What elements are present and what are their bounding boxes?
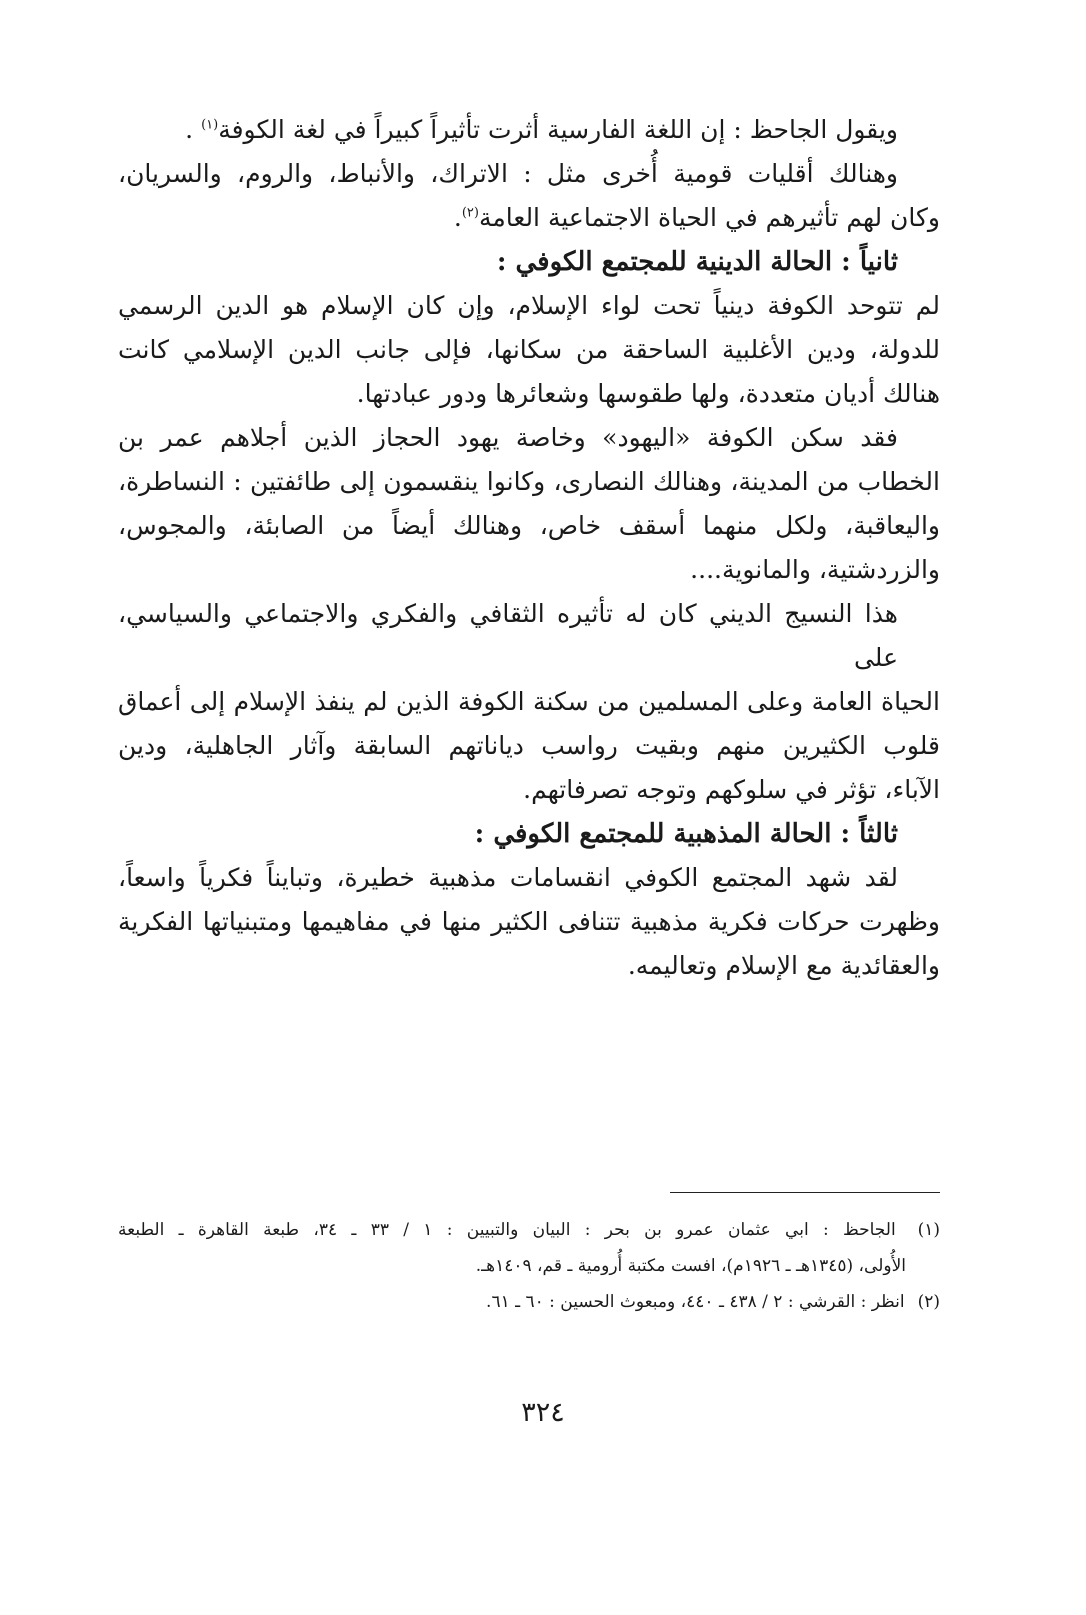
paragraph-jahiz: ويقول الجاحظ : إن اللغة الفارسية أثرت تأثيراً كبيراً في لغة الكوفة$^{(١)}$ . [185, 115, 898, 144]
paragraph-influence-line4: الآباء، تؤثر في سلوكهم وتوجه تصرفاتهم. [523, 775, 940, 804]
footnotes [118, 1212, 940, 1320]
footnote-1-number: (١) [917, 1220, 940, 1240]
paragraph-religion-line2: للدولة، ودين الأغلبية الساحقة من سكانها، فإلى جانب الدين الإسلامي كانت [118, 335, 940, 364]
footnote-ref-2[interactable]: (٢) [461, 205, 479, 221]
paragraph-sects-line1: لقد شهد المجتمع الكوفي انقسامات مذهبية خطيرة، وتبايناً فكرياً واسعاً، [118, 863, 898, 892]
paragraph-communities-line4: والزردشتية، والمانوية.... [690, 555, 940, 584]
paragraph-communities-line1: فقد سكن الكوفة «اليهود» وخاصة يهود الحجاز الذين أجلاهم عمر بن [118, 423, 898, 452]
footnote-2-number: (٢) [917, 1292, 940, 1312]
paragraph-influence-line2: الحياة العامة وعلى المسلمين من سكنة الكوفة الذين لم ينفذ الإسلام إلى أعماق [118, 687, 940, 716]
paragraph-communities-line2: الخطاب من المدينة، وهنالك النصارى، وكانوا ينقسمون إلى طائفتين : النساطرة، [118, 467, 940, 496]
paragraph-sects-line2: وظهرت حركات فكرية مذهبية تتنافى الكثير منها في مفاهيمها ومتبنياتها الفكرية [118, 907, 940, 936]
paragraph-minorities-line2: وكان لهم تأثيرهم في الحياة الاجتماعية العامة$^{(٢)}$. [453, 203, 940, 232]
paragraph-religion-line3: هنالك أديان متعددة، ولها طقوسها وشعائرها ودور عبادتها. [356, 379, 940, 408]
page-number: ٣٢٤ [521, 1397, 565, 1428]
footnote-2: (٢) انظر : القرشي : ٢ / ٤٣٨ ـ ٤٤٠، ومبعوث الحسين : ٦٠ ـ ٦١. [118, 1284, 940, 1320]
paragraph-influence-line1: هذا النسيج الديني كان له تأثيره الثقافي والفكري والاجتماعي والسياسي، على [118, 599, 898, 672]
paragraph-sects-line3: والعقائدية مع الإسلام وتعاليمه. [627, 951, 940, 980]
paragraph-minorities-line1: وهنالك أقليات قومية أُخرى مثل : الاتراك، والأنباط، والروم، والسريان، [118, 159, 898, 188]
footnote-1: (١) الجاحظ : ابي عثمان عمرو بن بحر : البيان والتبيين : ١ / ٣٣ ـ ٣٤، طبعة القاهرة ـ الطبعة [118, 1212, 940, 1248]
paragraph-communities-line3: واليعاقبة، ولكل منهما أسقف خاص، وهنالك أيضاً من الصابئة، والمجوس، [118, 511, 940, 540]
footnote-ref-1[interactable]: (١) [201, 117, 219, 133]
section-heading-sectarian: ثالثاً : الحالة المذهبية للمجتمع الكوفي : [474, 819, 898, 849]
footnote-1-continued: الأُولى، (١٣٤٥هـ ـ ١٩٢٦م)، افست مكتبة أُرومية ـ قم، ١٤٠٩هـ. [475, 1256, 906, 1276]
paragraph-religion-line1: لم تتوحد الكوفة دينياً تحت لواء الإسلام، وإن كان الإسلام هو الدين الرسمي [118, 291, 940, 320]
paragraph-influence-line3: قلوب الكثيرين منهم وبقيت رواسب دياناتهم السابقة وآثار الجاهلية، ودين [118, 731, 940, 760]
footnote-divider [670, 1192, 940, 1193]
main-text [118, 108, 940, 988]
section-heading-religious: ثانياً : الحالة الدينية للمجتمع الكوفي : [496, 247, 898, 277]
